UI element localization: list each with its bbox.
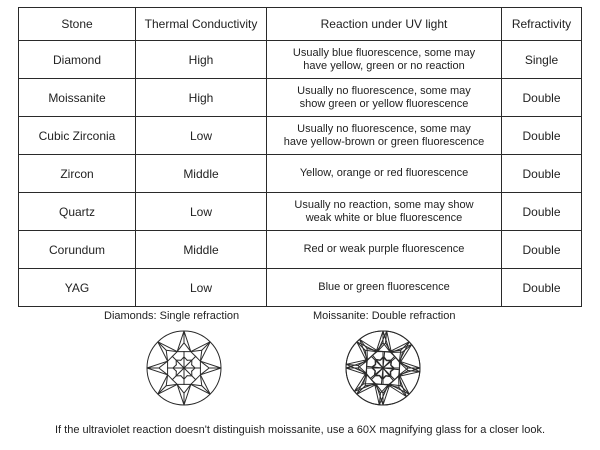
table-row	[19, 41, 582, 79]
refractivity-cell: Double	[502, 269, 582, 307]
refractivity-cell: Single	[502, 41, 582, 79]
stone-name-cell: YAG	[19, 269, 136, 307]
thermal-conductivity-cell: Low	[136, 117, 267, 155]
uv-reaction-cell	[267, 193, 502, 231]
header-stone: Stone	[19, 8, 136, 41]
uv-reaction-line: show green or yellow fluorescence	[299, 97, 469, 110]
refractivity-cell: Double	[502, 117, 582, 155]
gemstone-comparison-table	[18, 7, 582, 307]
uv-reaction-line: Red or weak purple fluorescence	[303, 243, 465, 255]
table-row	[19, 193, 582, 231]
stone-name-cell: Moissanite	[19, 79, 136, 117]
diamond-caption: Diamonds: Single refraction	[104, 310, 240, 322]
uv-reaction-line: Usually no fluorescence, some may	[297, 122, 471, 135]
thermal-conductivity-cell: Middle	[136, 155, 267, 193]
refractivity-cell: Double	[502, 79, 582, 117]
table-row	[19, 269, 582, 307]
uv-reaction-cell	[267, 79, 502, 117]
uv-reaction-line: Blue or green fluorescence	[318, 281, 450, 293]
thermal-conductivity-cell: Low	[136, 269, 267, 307]
refractivity-cell: Double	[502, 155, 582, 193]
moissanite-facet-diagram	[343, 328, 423, 408]
stone-name-cell: Diamond	[19, 41, 136, 79]
moissanite-caption: Moissanite: Double refraction	[313, 310, 456, 322]
uv-reaction-cell	[267, 155, 502, 193]
refractivity-cell: Double	[502, 231, 582, 269]
header-uv-reaction: Reaction under UV light	[267, 8, 502, 41]
table-header-row	[19, 8, 582, 41]
stone-name-cell: Corundum	[19, 231, 136, 269]
uv-reaction-line: weak white or blue fluorescence	[305, 211, 463, 224]
uv-reaction-cell	[267, 269, 502, 307]
magnifying-glass-footnote: If the ultraviolet reaction doesn't distinguish moissanite, use a 60X magnifying glass for a closer look.	[54, 424, 546, 436]
table-row	[19, 231, 582, 269]
uv-reaction-line: Usually blue fluorescence, some may	[292, 46, 476, 59]
header-thermal-conductivity: Thermal Conductivity	[136, 8, 267, 41]
round-brilliant-single-facets-icon	[147, 331, 221, 405]
uv-reaction-line: Usually no reaction, some may show	[294, 198, 474, 211]
uv-reaction-cell	[267, 41, 502, 79]
thermal-conductivity-cell: High	[136, 41, 267, 79]
uv-reaction-line: Yellow, orange or red fluorescence	[299, 167, 469, 179]
header-refractivity: Refractivity	[502, 8, 582, 41]
refractivity-cell: Double	[502, 193, 582, 231]
thermal-conductivity-cell: Middle	[136, 231, 267, 269]
table-row	[19, 155, 582, 193]
round-brilliant-doubled-facets-icon	[346, 331, 420, 405]
uv-reaction-cell	[267, 231, 502, 269]
uv-reaction-line: Usually no fluorescence, some may	[297, 84, 471, 97]
table-body	[19, 41, 582, 307]
table-row	[19, 117, 582, 155]
diamond-facet-diagram	[144, 328, 224, 408]
stone-name-cell: Cubic Zirconia	[19, 117, 136, 155]
thermal-conductivity-cell: Low	[136, 193, 267, 231]
uv-reaction-line: have yellow-brown or green fluorescence	[283, 135, 485, 148]
thermal-conductivity-cell: High	[136, 79, 267, 117]
stone-name-cell: Zircon	[19, 155, 136, 193]
stone-name-cell: Quartz	[19, 193, 136, 231]
uv-reaction-cell	[267, 117, 502, 155]
uv-reaction-line: have yellow, green or no reaction	[303, 59, 465, 72]
table-row	[19, 79, 582, 117]
